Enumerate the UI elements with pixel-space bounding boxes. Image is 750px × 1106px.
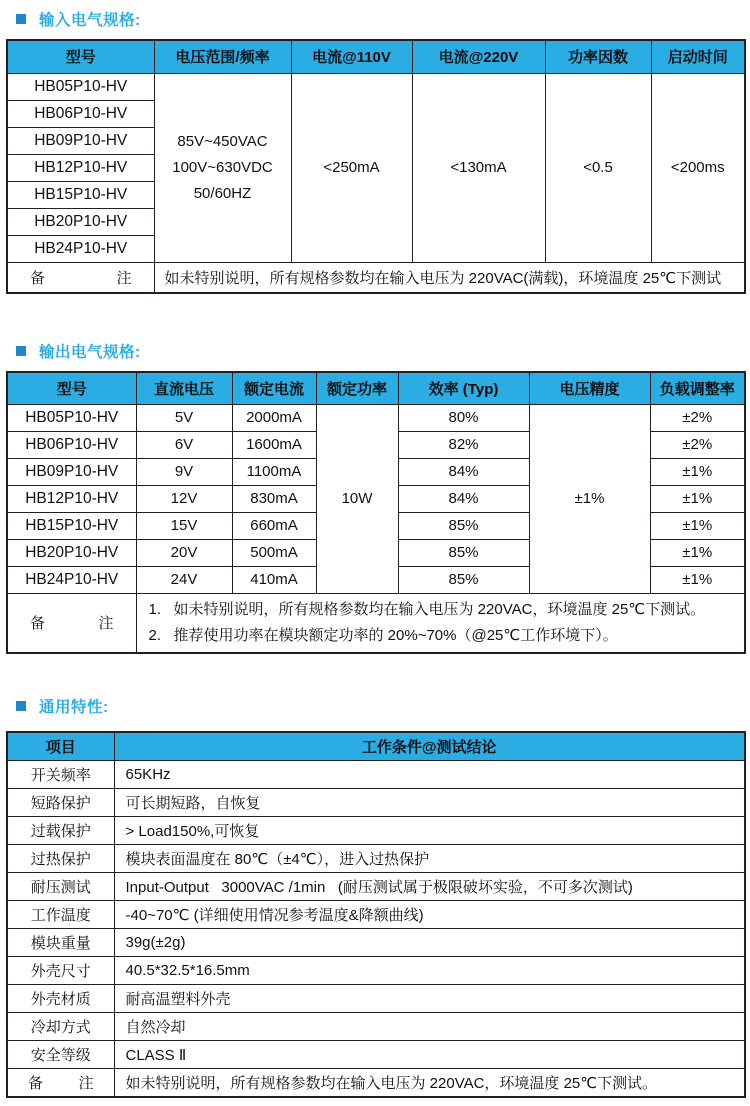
col-header-efficiency: 效率 (Typ) — [398, 372, 529, 404]
value-cell: -40~70℃ (详细使用情况参考温度&降额曲线) — [114, 901, 745, 929]
item-cell: 过载保护 — [7, 817, 114, 845]
rated-current-cell: 1600mA — [232, 431, 316, 458]
table-row — [7, 817, 745, 845]
col-header-rated-power: 额定功率 — [316, 372, 398, 404]
table-row — [7, 73, 745, 100]
value-cell: > Load150%,可恢复 — [114, 817, 745, 845]
col-header-power-factor: 功率因数 — [545, 40, 651, 73]
voltage-range-line: 100V~630VDC — [172, 158, 273, 176]
dc-voltage-cell: 20V — [136, 539, 232, 566]
efficiency-cell: 84% — [398, 485, 529, 512]
remark-label-char: 备 — [30, 269, 46, 287]
section-header-input-spec — [16, 8, 750, 29]
input-table-header-row — [7, 40, 745, 73]
section-header-general — [16, 696, 750, 717]
square-bullet-icon — [16, 346, 26, 356]
efficiency-cell: 85% — [398, 539, 529, 566]
col-header-load-regulation: 负载调整率 — [650, 372, 745, 404]
value-cell: 可长期短路，自恢复 — [114, 789, 745, 817]
remark-notes-cell — [136, 593, 745, 653]
table-row — [7, 957, 745, 985]
efficiency-cell: 85% — [398, 512, 529, 539]
load-regulation-cell: ±1% — [650, 458, 745, 485]
dc-voltage-cell: 12V — [136, 485, 232, 512]
remark-text-cell: 如未特别说明，所有规格参数均在输入电压为 220VAC，环境温度 25℃下测试。 — [114, 1069, 745, 1097]
remark-row — [7, 593, 745, 653]
efficiency-cell: 84% — [398, 458, 529, 485]
section-header-output-spec — [16, 340, 750, 361]
general-table-header-row — [7, 732, 745, 761]
table-row — [7, 404, 745, 431]
output-spec-table — [6, 371, 746, 654]
table-row — [7, 1013, 745, 1041]
output-table-header-row — [7, 372, 745, 404]
remark-label-char: 备 — [28, 1074, 44, 1092]
col-header-rated-current: 额定电流 — [232, 372, 316, 404]
item-cell: 过热保护 — [7, 845, 114, 873]
load-regulation-cell: ±1% — [650, 512, 745, 539]
col-header-startup-time: 启动时间 — [651, 40, 745, 73]
model-cell: HB09P10-HV — [7, 458, 136, 485]
remark-note-line: 1. 如未特别说明，所有规格参数均在输入电压为 220VAC，环境温度 25℃下测试。 — [148, 600, 706, 618]
item-cell: 短路保护 — [7, 789, 114, 817]
startup-time-cell: <200ms — [651, 73, 745, 262]
remark-label-char: 注 — [98, 615, 114, 632]
value-cell: Input-Output 3000VAC /1min (耐压测试属于极限破坏实验，不可多次测试) — [114, 873, 745, 901]
dc-voltage-cell: 9V — [136, 458, 232, 485]
value-cell: 40.5*32.5*16.5mm — [114, 957, 745, 985]
model-cell: HB15P10-HV — [7, 512, 136, 539]
remark-text-cell: 如未特别说明，所有规格参数均在输入电压为 220VAC(满载)，环境温度 25℃下测试 — [154, 262, 745, 293]
table-row — [7, 761, 745, 789]
col-header-model: 型号 — [7, 40, 154, 73]
remark-label-char: 备 — [30, 615, 46, 632]
item-cell: 冷却方式 — [7, 1013, 114, 1041]
dc-voltage-cell: 5V — [136, 404, 232, 431]
power-factor-cell: <0.5 — [545, 73, 651, 262]
remark-row — [7, 1069, 745, 1097]
rated-current-cell: 660mA — [232, 512, 316, 539]
general-characteristics-table — [6, 731, 746, 1098]
model-cell: HB20P10-HV — [7, 539, 136, 566]
load-regulation-cell: ±1% — [650, 566, 745, 593]
model-cell: HB24P10-HV — [7, 566, 136, 593]
model-cell: HB06P10-HV — [7, 431, 136, 458]
item-cell: 开关频率 — [7, 761, 114, 789]
value-cell: 39g(±2g) — [114, 929, 745, 957]
dc-voltage-cell: 15V — [136, 512, 232, 539]
efficiency-cell: 85% — [398, 566, 529, 593]
table-row — [7, 985, 745, 1013]
col-header-model: 型号 — [7, 372, 136, 404]
col-header-current-110v: 电流@110V — [291, 40, 412, 73]
remark-label-char: 注 — [116, 269, 132, 287]
dc-voltage-cell: 6V — [136, 431, 232, 458]
remark-label-char: 注 — [78, 1074, 94, 1092]
model-cell: HB20P10-HV — [7, 208, 154, 235]
current-110v-cell: <250mA — [291, 73, 412, 262]
model-cell: HB24P10-HV — [7, 235, 154, 262]
model-cell: HB12P10-HV — [7, 485, 136, 512]
remark-label-cell — [7, 262, 154, 293]
item-cell: 外壳材质 — [7, 985, 114, 1013]
efficiency-cell: 80% — [398, 404, 529, 431]
rated-current-cell: 500mA — [232, 539, 316, 566]
square-bullet-icon — [16, 701, 26, 711]
item-cell: 安全等级 — [7, 1041, 114, 1069]
col-header-voltage-range: 电压范围/频率 — [154, 40, 291, 73]
dc-voltage-cell: 24V — [136, 566, 232, 593]
item-cell: 模块重量 — [7, 929, 114, 957]
table-row — [7, 845, 745, 873]
remark-label-cell — [7, 593, 136, 653]
section-title-general: 通用特性: — [39, 699, 109, 716]
col-header-condition: 工作条件@测试结论 — [114, 732, 745, 761]
model-cell: HB05P10-HV — [7, 404, 136, 431]
item-cell: 工作温度 — [7, 901, 114, 929]
model-cell: HB15P10-HV — [7, 181, 154, 208]
model-cell: HB06P10-HV — [7, 100, 154, 127]
rated-power-cell: 10W — [316, 404, 398, 593]
item-cell: 耐压测试 — [7, 873, 114, 901]
efficiency-cell: 82% — [398, 431, 529, 458]
model-cell: HB09P10-HV — [7, 127, 154, 154]
square-bullet-icon — [16, 14, 26, 24]
rated-current-cell: 1100mA — [232, 458, 316, 485]
current-220v-cell: <130mA — [412, 73, 545, 262]
load-regulation-cell: ±1% — [650, 485, 745, 512]
voltage-accuracy-cell: ±1% — [529, 404, 650, 593]
voltage-range-line: 85V~450VAC — [177, 132, 268, 150]
section-title-input: 输入电气规格: — [39, 11, 141, 29]
item-cell: 外壳尺寸 — [7, 957, 114, 985]
load-regulation-cell: ±2% — [650, 404, 745, 431]
rated-current-cell: 830mA — [232, 485, 316, 512]
table-row — [7, 1041, 745, 1069]
col-header-current-220v: 电流@220V — [412, 40, 545, 73]
col-header-item: 项目 — [7, 732, 114, 761]
value-cell: 模块表面温度在 80℃（±4℃），进入过热保护 — [114, 845, 745, 873]
table-row — [7, 873, 745, 901]
section-title-output: 输出电气规格: — [39, 343, 141, 361]
voltage-range-line: 50/60HZ — [193, 184, 252, 202]
model-cell: HB05P10-HV — [7, 73, 154, 100]
table-row — [7, 901, 745, 929]
table-row — [7, 789, 745, 817]
load-regulation-cell: ±1% — [650, 539, 745, 566]
table-row — [7, 929, 745, 957]
col-header-voltage-accuracy: 电压精度 — [529, 372, 650, 404]
value-cell: CLASS Ⅱ — [114, 1041, 745, 1069]
col-header-dc-voltage: 直流电压 — [136, 372, 232, 404]
value-cell: 自然冷却 — [114, 1013, 745, 1041]
model-cell: HB12P10-HV — [7, 154, 154, 181]
remark-note-line: 2. 推荐使用功率在模块额定功率的 20%~70%（@25℃工作环境下）。 — [148, 626, 618, 644]
remark-row — [7, 262, 745, 293]
rated-current-cell: 410mA — [232, 566, 316, 593]
value-cell: 65KHz — [114, 761, 745, 789]
input-spec-table — [6, 39, 746, 294]
rated-current-cell: 2000mA — [232, 404, 316, 431]
remark-label-cell — [7, 1069, 114, 1097]
voltage-range-cell — [154, 73, 291, 262]
load-regulation-cell: ±2% — [650, 431, 745, 458]
value-cell: 耐高温塑料外壳 — [114, 985, 745, 1013]
